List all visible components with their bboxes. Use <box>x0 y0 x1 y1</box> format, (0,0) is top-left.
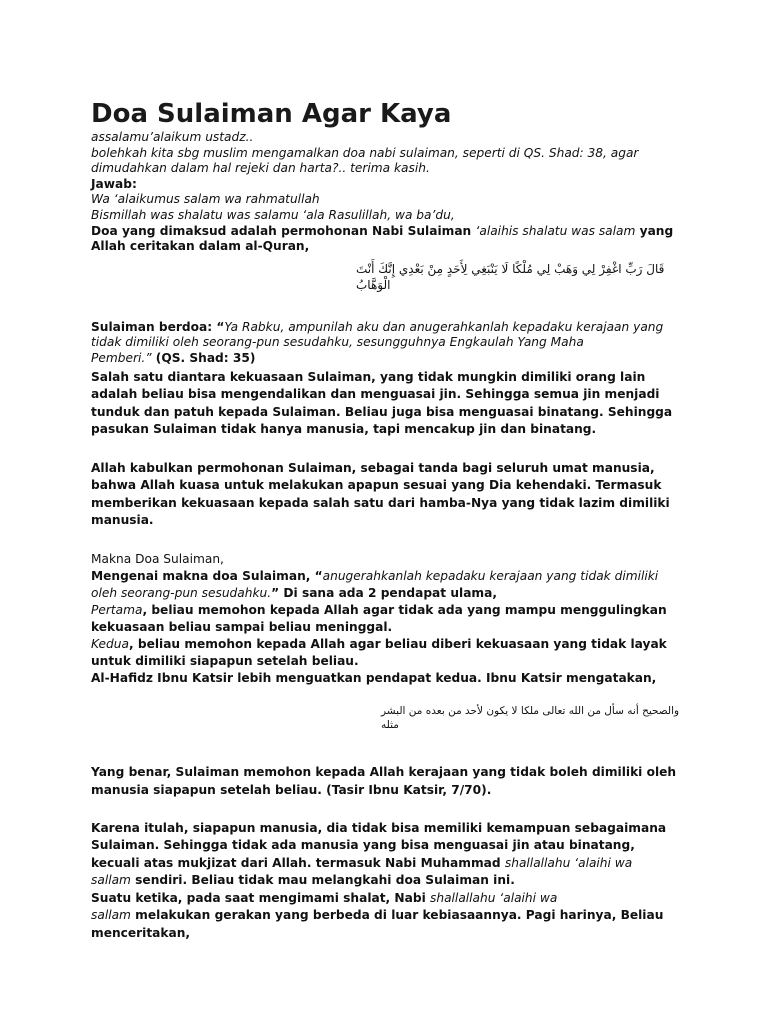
answer-intro-bold-end: yang <box>635 223 674 238</box>
berdoa-ref: (QS. Shad: 35) <box>151 350 256 365</box>
makna-bold: Mengenai makna doa Sulaiman, “ <box>91 568 323 583</box>
paragraph-line <box>91 855 691 873</box>
berdoa-quote: Ya Rabku, ampunilah aku dan anugerahkanlah kepadaku kerajaan yang <box>224 319 664 334</box>
makna-bold: ” Di sana ada 2 pendapat ulama, <box>271 585 497 600</box>
makna-line <box>91 585 691 602</box>
para4-italic: shallallahu ‘alaihi wa <box>430 890 558 905</box>
para4-italic: sallam <box>91 908 131 923</box>
berdoa-label: Sulaiman berdoa: “ <box>91 319 225 334</box>
paragraph-line: Allah kabulkan permohonan Sulaiman, sebagai tanda bagi seluruh umat manusia, <box>91 460 655 475</box>
makna-line <box>91 568 691 585</box>
paragraph-line: Sulaiman. Sehingga tidak ada manusia yang bisa menguasai jin atau binatang, <box>91 838 635 853</box>
makna-heading: Makna Doa Sulaiman, <box>91 551 224 566</box>
answer-basmalah: Bismillah was shalatu was salamu ‘ala Rasulillah, wa ba’du, <box>91 207 455 222</box>
kedua-label: Kedua <box>91 636 129 651</box>
kedua-line <box>91 636 691 653</box>
answer-intro-line2: Allah ceritakan dalam al-Quran, <box>91 239 310 254</box>
answer-label: Jawab: <box>91 176 137 191</box>
pertama-label: Pertama <box>91 602 143 617</box>
paragraph-3 <box>91 763 691 799</box>
pertama-text: , beliau memohon kepada Allah agar tidak ada yang mampu menggulingkan <box>142 602 667 617</box>
arabic-verse: قَالَ رَبِّ اغْفِرْ لِي وَهَبْ لِي مُلْكًا لَا يَنْبَغِي لِأَحَدٍ مِنْ بَعْدِي إِنَّكَ أَنْتَ الْوَهَّابُ <box>356 261 665 292</box>
answer-salam: Wa ‘alaikumus salam wa rahmatullah <box>91 192 320 207</box>
answer-intro <box>91 224 691 240</box>
arabic-quote: والصحيح أنه سأل من الله تعالى ملكا لا يكون لأحد من بعده من البشر مثله <box>381 704 680 731</box>
paragraph-line <box>91 907 691 925</box>
para4-bold: kecuali atas mukjizat dari Allah. termasuk Nabi Muhammad <box>91 855 505 870</box>
paragraph-line: Yang benar, Sulaiman memohon kepada Allah kerajaan yang tidak boleh dimiliki oleh <box>91 764 677 779</box>
makna-italic: anugerahkanlah kepadaku kerajaan yang tidak dimiliki <box>322 568 659 583</box>
paragraph-line <box>91 890 691 908</box>
paragraph-line: Karena itulah, siapapun manusia, dia tidak bisa memiliki kemampuan sebagaimana <box>91 820 667 835</box>
answer-intro-italic: ‘alaihis shalatu was salam <box>475 223 636 238</box>
page-title: Doa Sulaiman Agar Kaya <box>91 99 452 129</box>
para4-bold: sendiri. Beliau tidak mau melangkahi doa Sulaiman ini. <box>130 873 515 888</box>
makna-italic: oleh seorang-pun sesudahku. <box>91 585 272 600</box>
para4-italic: shallallahu ‘alaihi wa <box>504 855 633 870</box>
document-page <box>91 98 691 942</box>
para4-italic: sallam <box>91 873 131 888</box>
paragraph-line: Salah satu diantara kekuasaan Sulaiman, yang tidak mungkin dimiliki orang lain <box>91 369 646 384</box>
pertama-line <box>91 602 691 619</box>
question-line: dimudahkan dalam hal rejeki dan harta?.. terima kasih. <box>91 161 430 176</box>
question-line: bolehkah kita sbg muslim mengamalkan doa nabi sulaiman, seperti di QS. Shad: 38, agar <box>91 145 639 160</box>
paragraph-line: pasukan Sulaiman tidak hanya manusia, tapi mencakup jin dan binatang. <box>91 422 597 437</box>
paragraph-line: manusia. <box>91 513 154 528</box>
paragraph-line <box>91 872 691 890</box>
paragraph-line: tunduk dan patuh kepada Sulaiman. Beliau juga bisa menguasai binatang. Sehingga <box>91 404 673 419</box>
paragraph-1 <box>91 369 691 439</box>
paragraph-line: bahwa Allah kuasa untuk melakukan apapun sesuai yang Dia kehendaki. Termasuk <box>91 478 662 493</box>
paragraph-4 <box>91 820 691 943</box>
paragraph-2 <box>91 460 691 530</box>
paragraph-line: memberikan kekuasaan kepada salah satu dari hamba-Nya yang tidak lazim dimiliki <box>91 495 670 510</box>
berdoa-quote-line: tidak dimiliki oleh seorang-pun sesudahku, sesungguhnya Engkaulah Yang Maha <box>91 335 584 350</box>
makna-section <box>91 551 691 687</box>
berdoa-line <box>91 320 691 336</box>
kedua-line2: untuk dimiliki siapapun setelah beliau. <box>91 653 359 668</box>
answer-intro-bold: Doa yang dimaksud adalah permohonan Nabi Sulaiman <box>91 223 476 238</box>
kedua-text: , beliau memohon kepada Allah agar beliau diberi kekuasaan yang tidak layak <box>128 636 667 651</box>
paragraph-line: menceritakan, <box>91 925 191 940</box>
berdoa-quote-end <box>91 351 691 367</box>
para4-bold: Suatu ketika, pada saat mengimami shalat, Nabi <box>91 890 430 905</box>
paragraph-line: adalah beliau bisa mengendalikan dan menguasai jin. Sehingga semua jin menjadi <box>91 387 660 402</box>
pertama-line2: kekuasaan beliau sampai beliau meninggal. <box>91 619 393 634</box>
paragraph-line: manusia siapapun setelah beliau. (Tasir Ibnu Katsir, 7/70). <box>91 782 492 797</box>
para4-bold: melakukan gerakan yang berbeda di luar kebiasaannya. Pagi harinya, Beliau <box>130 908 664 923</box>
berdoa-quote-close: Pemberi.” <box>91 350 152 365</box>
hafidz-line: Al-Hafidz Ibnu Katsir lebih menguatkan pendapat kedua. Ibnu Katsir mengatakan, <box>91 670 657 685</box>
question-greeting: assalamu’alaikum ustadz.. <box>91 130 254 144</box>
